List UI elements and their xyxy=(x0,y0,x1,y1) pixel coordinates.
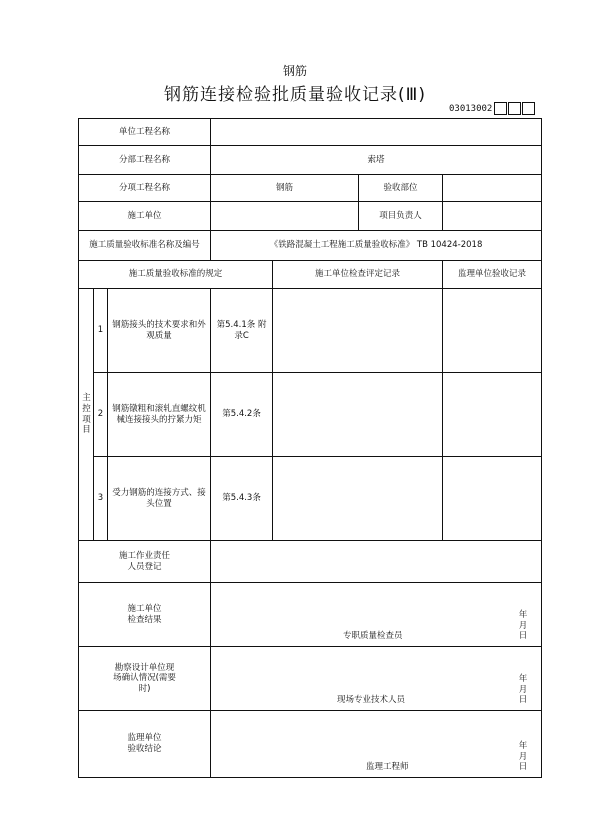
code-box-3[interactable] xyxy=(522,102,535,115)
construction-result-value[interactable] xyxy=(211,583,542,647)
item-text: 钢筋镦粗和滚轧直螺纹机械连接接头的拧紧力矩 xyxy=(108,373,211,457)
day-label: 日 xyxy=(518,695,540,706)
item-no: 3 xyxy=(94,457,108,541)
col-header-construction-check: 施工单位检查评定记录 xyxy=(273,261,443,289)
survey-value[interactable] xyxy=(211,647,542,711)
col-header-spec: 施工质量验收标准的规定 xyxy=(79,261,273,289)
project-manager-label: 项目负责人 xyxy=(359,202,443,231)
item-supervision-record[interactable] xyxy=(443,457,542,541)
survey-sign-date xyxy=(517,674,541,706)
month-label: 月 xyxy=(518,751,540,762)
acceptance-part-label: 验收部位 xyxy=(359,175,443,202)
item-clause: 第5.4.2条 xyxy=(211,373,273,457)
table-row xyxy=(79,457,542,541)
construction-unit-value[interactable] xyxy=(211,202,359,231)
main-control-label xyxy=(79,289,94,541)
standard-label: 施工质量验收标准名称及编号 xyxy=(79,231,211,261)
month-label: 月 xyxy=(518,620,540,631)
month-label: 月 xyxy=(518,684,540,695)
acceptance-part-value[interactable] xyxy=(443,175,542,202)
page-title: 钢筋连接检验批质量验收记录(Ⅲ) xyxy=(164,85,426,105)
item-no: 2 xyxy=(94,373,108,457)
supervision-label xyxy=(79,711,211,778)
code-boxes xyxy=(494,102,535,115)
row-survey-confirm xyxy=(79,647,542,711)
acceptance-form-table xyxy=(78,118,542,778)
construction-signer-label: 专职质量检查员 xyxy=(343,631,403,642)
item-construction-check[interactable] xyxy=(273,457,443,541)
item-construction-check[interactable] xyxy=(273,289,443,373)
supervision-sign-date xyxy=(517,741,541,773)
item-text: 钢筋接头的技术要求和外观质量 xyxy=(108,289,211,373)
worker-register-text: 施工作业责任人员登记 xyxy=(119,550,171,572)
row-supervision-conclusion xyxy=(79,711,542,778)
item-text: 受力钢筋的连接方式、接头位置 xyxy=(108,457,211,541)
row-unit-project xyxy=(79,119,542,146)
year-label: 年 xyxy=(518,610,540,621)
code-box-2[interactable] xyxy=(508,102,521,115)
row-construction-result xyxy=(79,583,542,647)
survey-text: 勘察设计单位现场确认情况(需要时) xyxy=(113,662,176,694)
day-label: 日 xyxy=(518,631,540,642)
standard-value: 《铁路混凝土工程施工质量验收标准》 TB 10424-2018 xyxy=(211,231,542,261)
unit-project-value[interactable] xyxy=(211,119,542,146)
survey-label xyxy=(79,647,211,711)
row-construction-unit xyxy=(79,202,542,231)
item-no: 1 xyxy=(94,289,108,373)
col-header-supervision-record: 监理单位验收记录 xyxy=(443,261,542,289)
table-row xyxy=(79,289,542,373)
row-sub-project xyxy=(79,146,542,175)
year-label: 年 xyxy=(518,741,540,752)
worker-register-label xyxy=(79,541,211,583)
worker-register-value[interactable] xyxy=(211,541,542,583)
construction-result-text: 施工单位检查结果 xyxy=(127,603,162,625)
supervision-text: 监理单位验收结论 xyxy=(127,733,162,754)
supervision-signer-label: 监理工程师 xyxy=(366,762,409,773)
item-project-label: 分项工程名称 xyxy=(79,175,211,202)
construction-result-label xyxy=(79,583,211,647)
survey-signer-label: 现场专业技术人员 xyxy=(337,695,406,706)
day-label: 日 xyxy=(518,762,540,773)
item-clause: 第5.4.3条 xyxy=(211,457,273,541)
item-clause: 第5.4.1条 附录C xyxy=(211,289,273,373)
sub-project-value[interactable]: 索塔 xyxy=(211,146,542,175)
sub-project-label: 分部工程名称 xyxy=(79,146,211,175)
project-manager-value[interactable] xyxy=(443,202,542,231)
form-code: 03013002 xyxy=(449,104,493,114)
row-column-headers xyxy=(79,261,542,289)
row-item-project xyxy=(79,175,542,202)
item-supervision-record[interactable] xyxy=(443,289,542,373)
item-construction-check[interactable] xyxy=(273,373,443,457)
construction-unit-label: 施工单位 xyxy=(79,202,211,231)
unit-project-label: 单位工程名称 xyxy=(79,119,211,146)
item-project-value[interactable]: 钢筋 xyxy=(211,175,359,202)
construction-sign-date xyxy=(517,610,541,642)
table-row xyxy=(79,373,542,457)
year-label: 年 xyxy=(518,674,540,685)
top-label: 钢筋 xyxy=(282,64,307,78)
code-box-1[interactable] xyxy=(494,102,507,115)
row-worker-register xyxy=(79,541,542,583)
item-supervision-record[interactable] xyxy=(443,373,542,457)
main-control-text: 主控项目 xyxy=(82,393,91,436)
row-standard xyxy=(79,231,542,261)
supervision-value[interactable] xyxy=(211,711,542,778)
